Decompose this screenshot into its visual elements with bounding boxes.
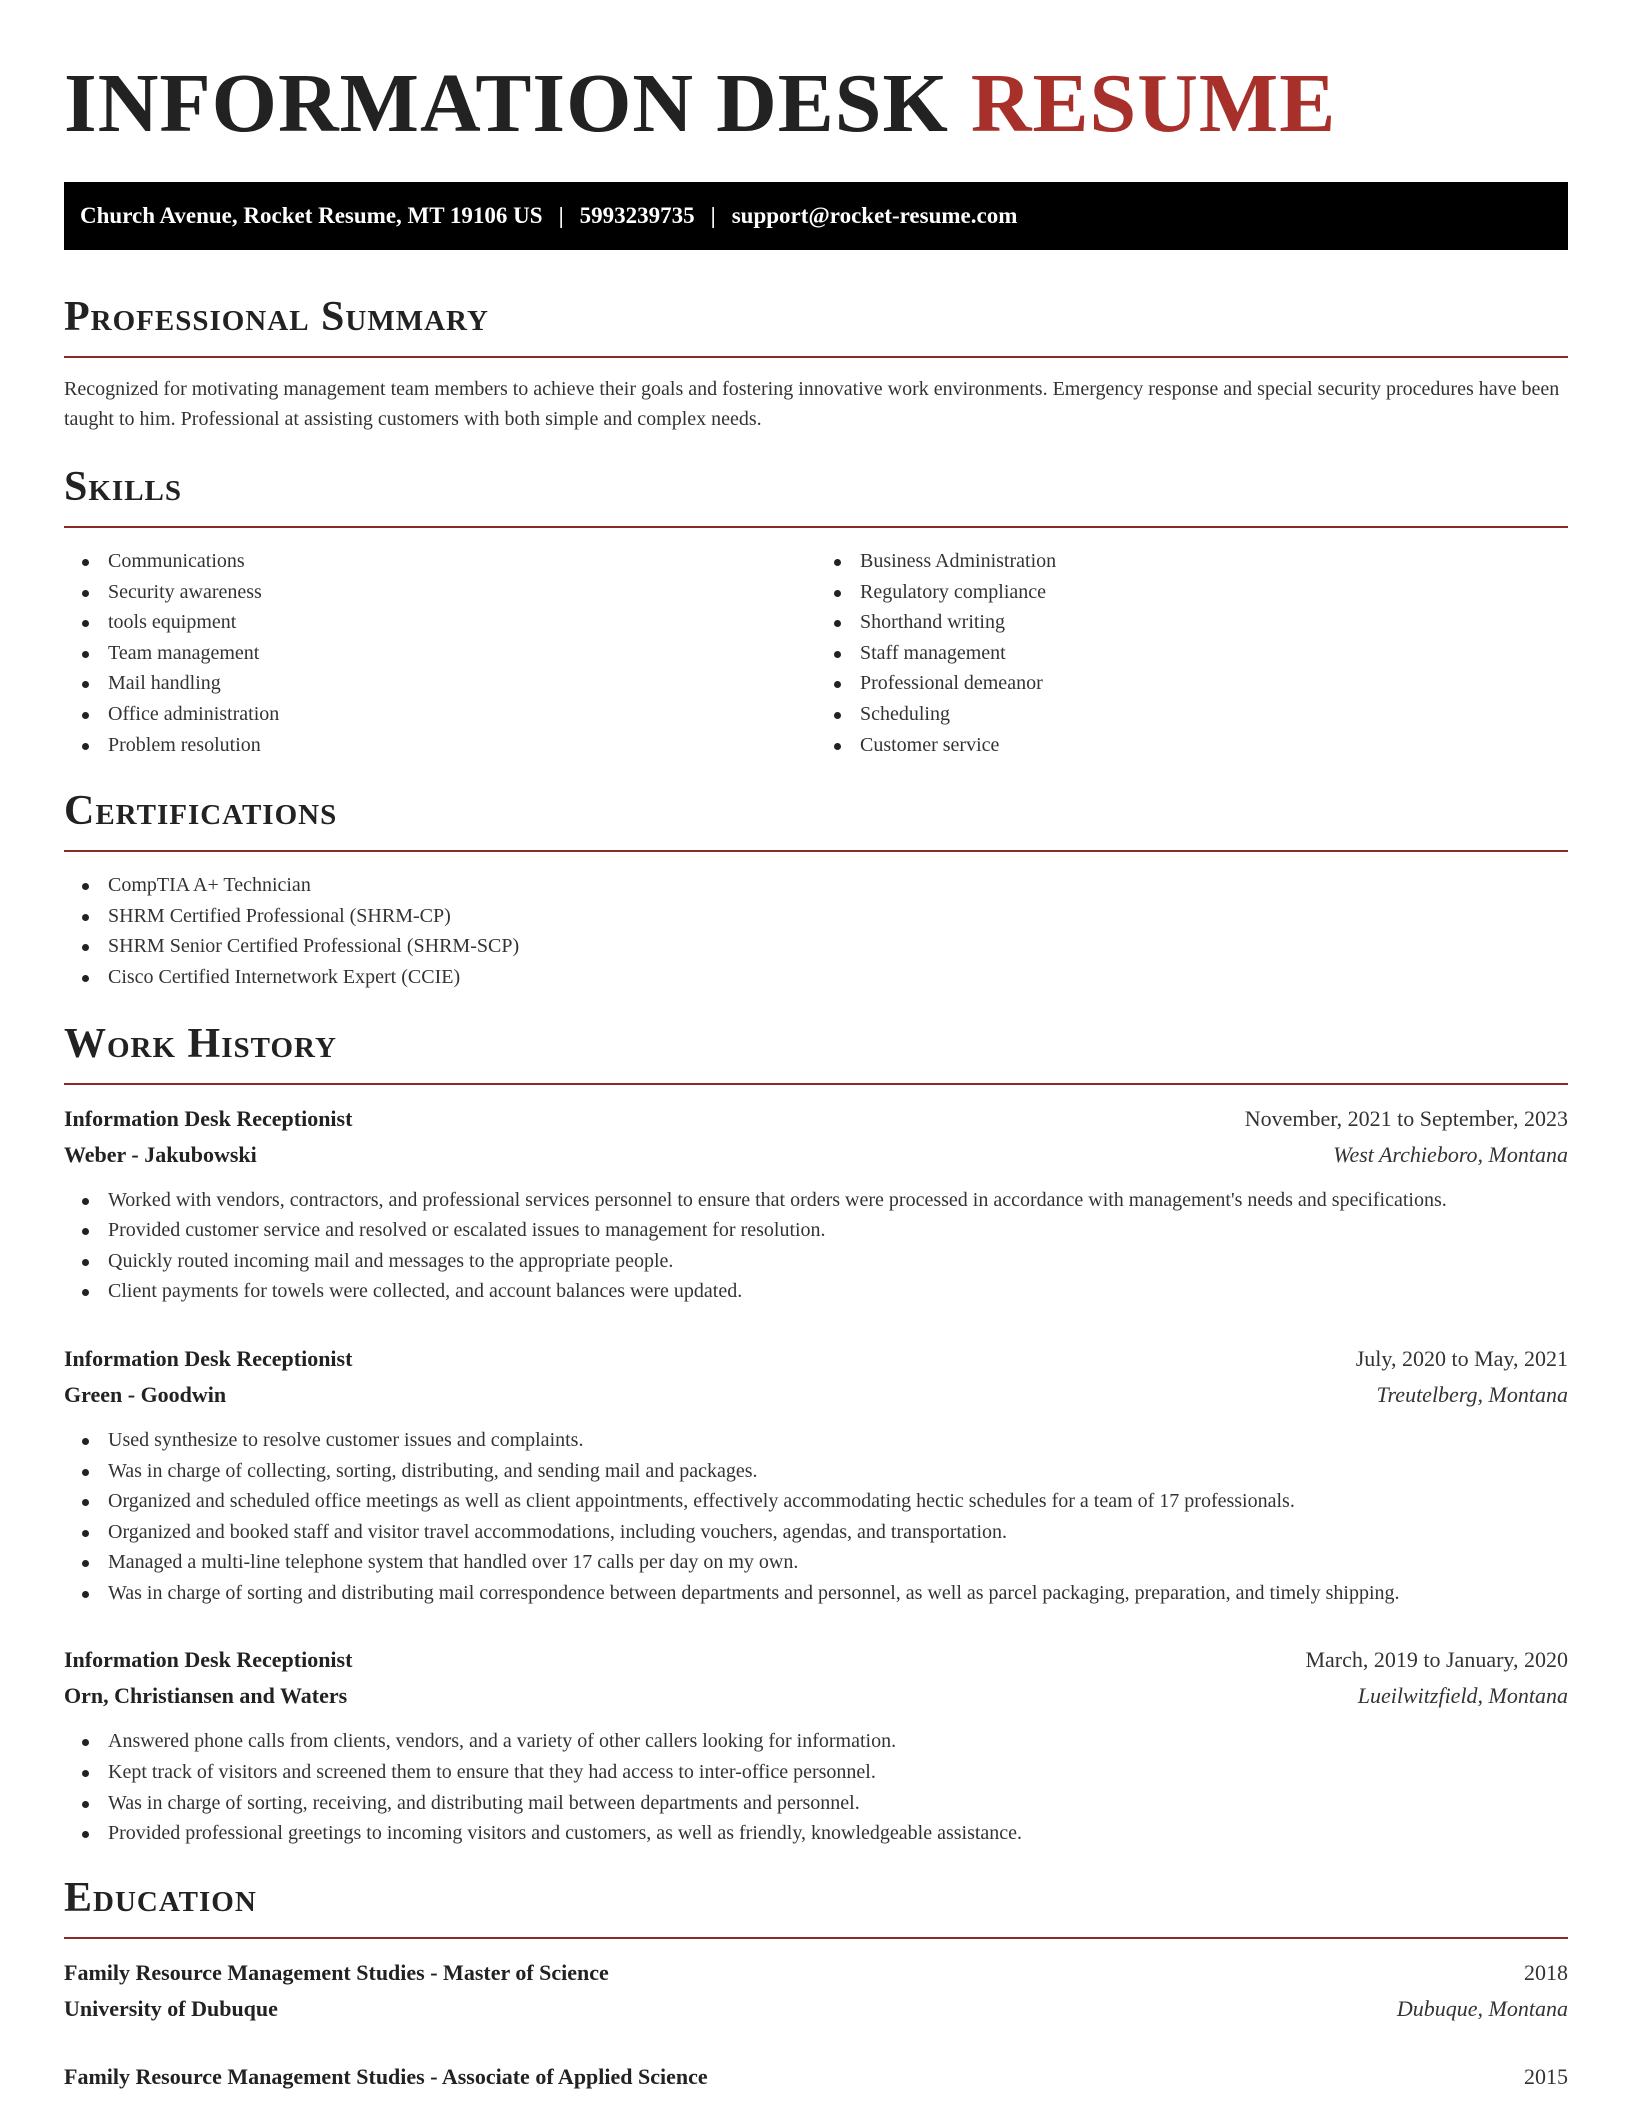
- education-year: 2015: [1524, 2063, 1568, 2089]
- education-degree: Family Resource Management Studies - Associate of Applied Science: [64, 2063, 708, 2089]
- job-bullet: Organized and booked staff and visitor travel accommodations, including vouchers, agendas, and transportation.: [64, 1517, 1568, 1548]
- contact-separator: |: [558, 203, 564, 228]
- entry-row: [64, 1991, 1568, 2027]
- job-bullets: [64, 1726, 1568, 1848]
- contact-separator: |: [710, 203, 716, 228]
- skills-list-right: [816, 546, 1568, 760]
- entry-row: [64, 1101, 1568, 1137]
- job-company: Weber - Jakubowski: [64, 1141, 257, 1167]
- skills-list-left: [64, 546, 816, 760]
- entry-row: [64, 1137, 1568, 1173]
- skills-section: [64, 462, 1568, 760]
- job-dates: November, 2021 to September, 2023: [1244, 1105, 1568, 1131]
- contact-email: support@rocket-resume.com: [731, 203, 1018, 228]
- job-bullet: Used synthesize to resolve customer issues and complaints.: [64, 1425, 1568, 1456]
- job-entry: [64, 1642, 1568, 1848]
- skill-item: Regulatory compliance: [816, 577, 1568, 608]
- job-entry: [64, 1101, 1568, 1307]
- education-location: Dubuque, Montana: [1396, 1995, 1568, 2021]
- education-degree: Family Resource Management Studies - Master of Science: [64, 1959, 609, 1985]
- job-bullet: Provided customer service and resolved or escalated issues to management for resolution.: [64, 1215, 1568, 1246]
- entry-row: [64, 2059, 1568, 2095]
- summary-section: [64, 292, 1568, 434]
- skill-item: Security awareness: [64, 577, 816, 608]
- skill-item: Scheduling: [816, 699, 1568, 730]
- job-company: Orn, Christiansen and Waters: [64, 1683, 348, 1709]
- certifications-section: [64, 786, 1568, 992]
- job-bullet: Kept track of visitors and screened them to ensure that they had access to inter-office personnel.: [64, 1757, 1568, 1788]
- job-bullet: Provided professional greetings to incoming visitors and customers, as well as friendly, knowledgeable assistance.: [64, 1818, 1568, 1849]
- skill-item: Team management: [64, 638, 816, 669]
- job-bullet: Organized and scheduled office meetings as well as client appointments, effectively accommodating hectic schedules for a team of 17 professionals.: [64, 1486, 1568, 1517]
- entry-row: [64, 1955, 1568, 1991]
- job-title: Information Desk Receptionist: [64, 1345, 353, 1371]
- entry-row: [64, 1678, 1568, 1714]
- skill-item: Shorthand writing: [816, 607, 1568, 638]
- job-bullets: [64, 1185, 1568, 1307]
- job-dates: July, 2020 to May, 2021: [1355, 1345, 1568, 1371]
- certification-item: SHRM Senior Certified Professional (SHRM-SCP): [64, 931, 1568, 962]
- skill-item: Customer service: [816, 730, 1568, 761]
- contact-phone: 5993239735: [579, 203, 695, 228]
- job-company: Green - Goodwin: [64, 1381, 227, 1407]
- work-heading: Work History: [64, 1019, 1568, 1085]
- job-title: Information Desk Receptionist: [64, 1647, 353, 1673]
- skills-heading: Skills: [64, 462, 1568, 528]
- job-title: Information Desk Receptionist: [64, 1105, 353, 1131]
- skill-item: Business Administration: [816, 546, 1568, 577]
- certifications-heading: Certifications: [64, 786, 1568, 852]
- contact-bar: [64, 182, 1568, 250]
- title-accent: RESUME: [970, 57, 1337, 150]
- certification-item: CompTIA A+ Technician: [64, 870, 1568, 901]
- job-location: Lueilwitzfield, Montana: [1357, 1683, 1568, 1709]
- work-section: [64, 1019, 1568, 1849]
- job-location: Treutelberg, Montana: [1376, 1381, 1568, 1407]
- skill-item: tools equipment: [64, 607, 816, 638]
- education-entry: [64, 1955, 1568, 2027]
- job-bullets: [64, 1425, 1568, 1609]
- job-bullet: Client payments for towels were collected, and account balances were updated.: [64, 1276, 1568, 1307]
- skill-item: Staff management: [816, 638, 1568, 669]
- entry-row: [64, 1341, 1568, 1377]
- education-section: [64, 1873, 1568, 2095]
- job-bullet: Was in charge of sorting and distributing mail correspondence between departments and personnel, as well as parcel packaging, preparation, and timely shipping.: [64, 1578, 1568, 1609]
- jobs-container: [64, 1101, 1568, 1849]
- job-entry: [64, 1341, 1568, 1609]
- job-location: West Archieboro, Montana: [1333, 1141, 1568, 1167]
- title-main: INFORMATION DESK: [64, 57, 949, 150]
- skill-item: Communications: [64, 546, 816, 577]
- summary-text: Recognized for motivating management team members to achieve their goals and fostering innovative work environments. Emergency response and special security procedures have been taught to him. Professional at assisting customers with both simple and complex needs.: [64, 378, 1560, 430]
- education-container: [64, 1955, 1568, 2095]
- resume-title: [64, 0, 1568, 152]
- skill-item: Office administration: [64, 699, 816, 730]
- entry-row: [64, 1642, 1568, 1678]
- skills-grid: [64, 546, 1568, 760]
- job-bullet: Quickly routed incoming mail and messages to the appropriate people.: [64, 1246, 1568, 1277]
- education-year: 2018: [1524, 1959, 1568, 1985]
- skill-item: Problem resolution: [64, 730, 816, 761]
- skill-item: Professional demeanor: [816, 668, 1568, 699]
- job-bullet: Was in charge of sorting, receiving, and distributing mail between departments and personnel.: [64, 1788, 1568, 1819]
- summary-heading: Professional Summary: [64, 292, 1568, 358]
- job-bullet: Worked with vendors, contractors, and professional services personnel to ensure that orders were processed in accordance with management's needs and specifications.: [64, 1185, 1568, 1216]
- job-bullet: Managed a multi-line telephone system that handled over 17 calls per day on my own.: [64, 1547, 1568, 1578]
- certifications-list: [64, 870, 1568, 992]
- job-bullet: Answered phone calls from clients, vendors, and a variety of other callers looking for information.: [64, 1726, 1568, 1757]
- entry-row: [64, 1377, 1568, 1413]
- contact-address: Church Avenue, Rocket Resume, MT 19106 US: [80, 203, 543, 228]
- certification-item: Cisco Certified Internetwork Expert (CCIE): [64, 962, 1568, 993]
- education-school: University of Dubuque: [64, 1995, 278, 2021]
- certification-item: SHRM Certified Professional (SHRM-CP): [64, 901, 1568, 932]
- education-heading: Education: [64, 1873, 1568, 1939]
- job-dates: March, 2019 to January, 2020: [1305, 1647, 1568, 1673]
- job-bullet: Was in charge of collecting, sorting, distributing, and sending mail and packages.: [64, 1456, 1568, 1487]
- education-entry: [64, 2059, 1568, 2095]
- skill-item: Mail handling: [64, 668, 816, 699]
